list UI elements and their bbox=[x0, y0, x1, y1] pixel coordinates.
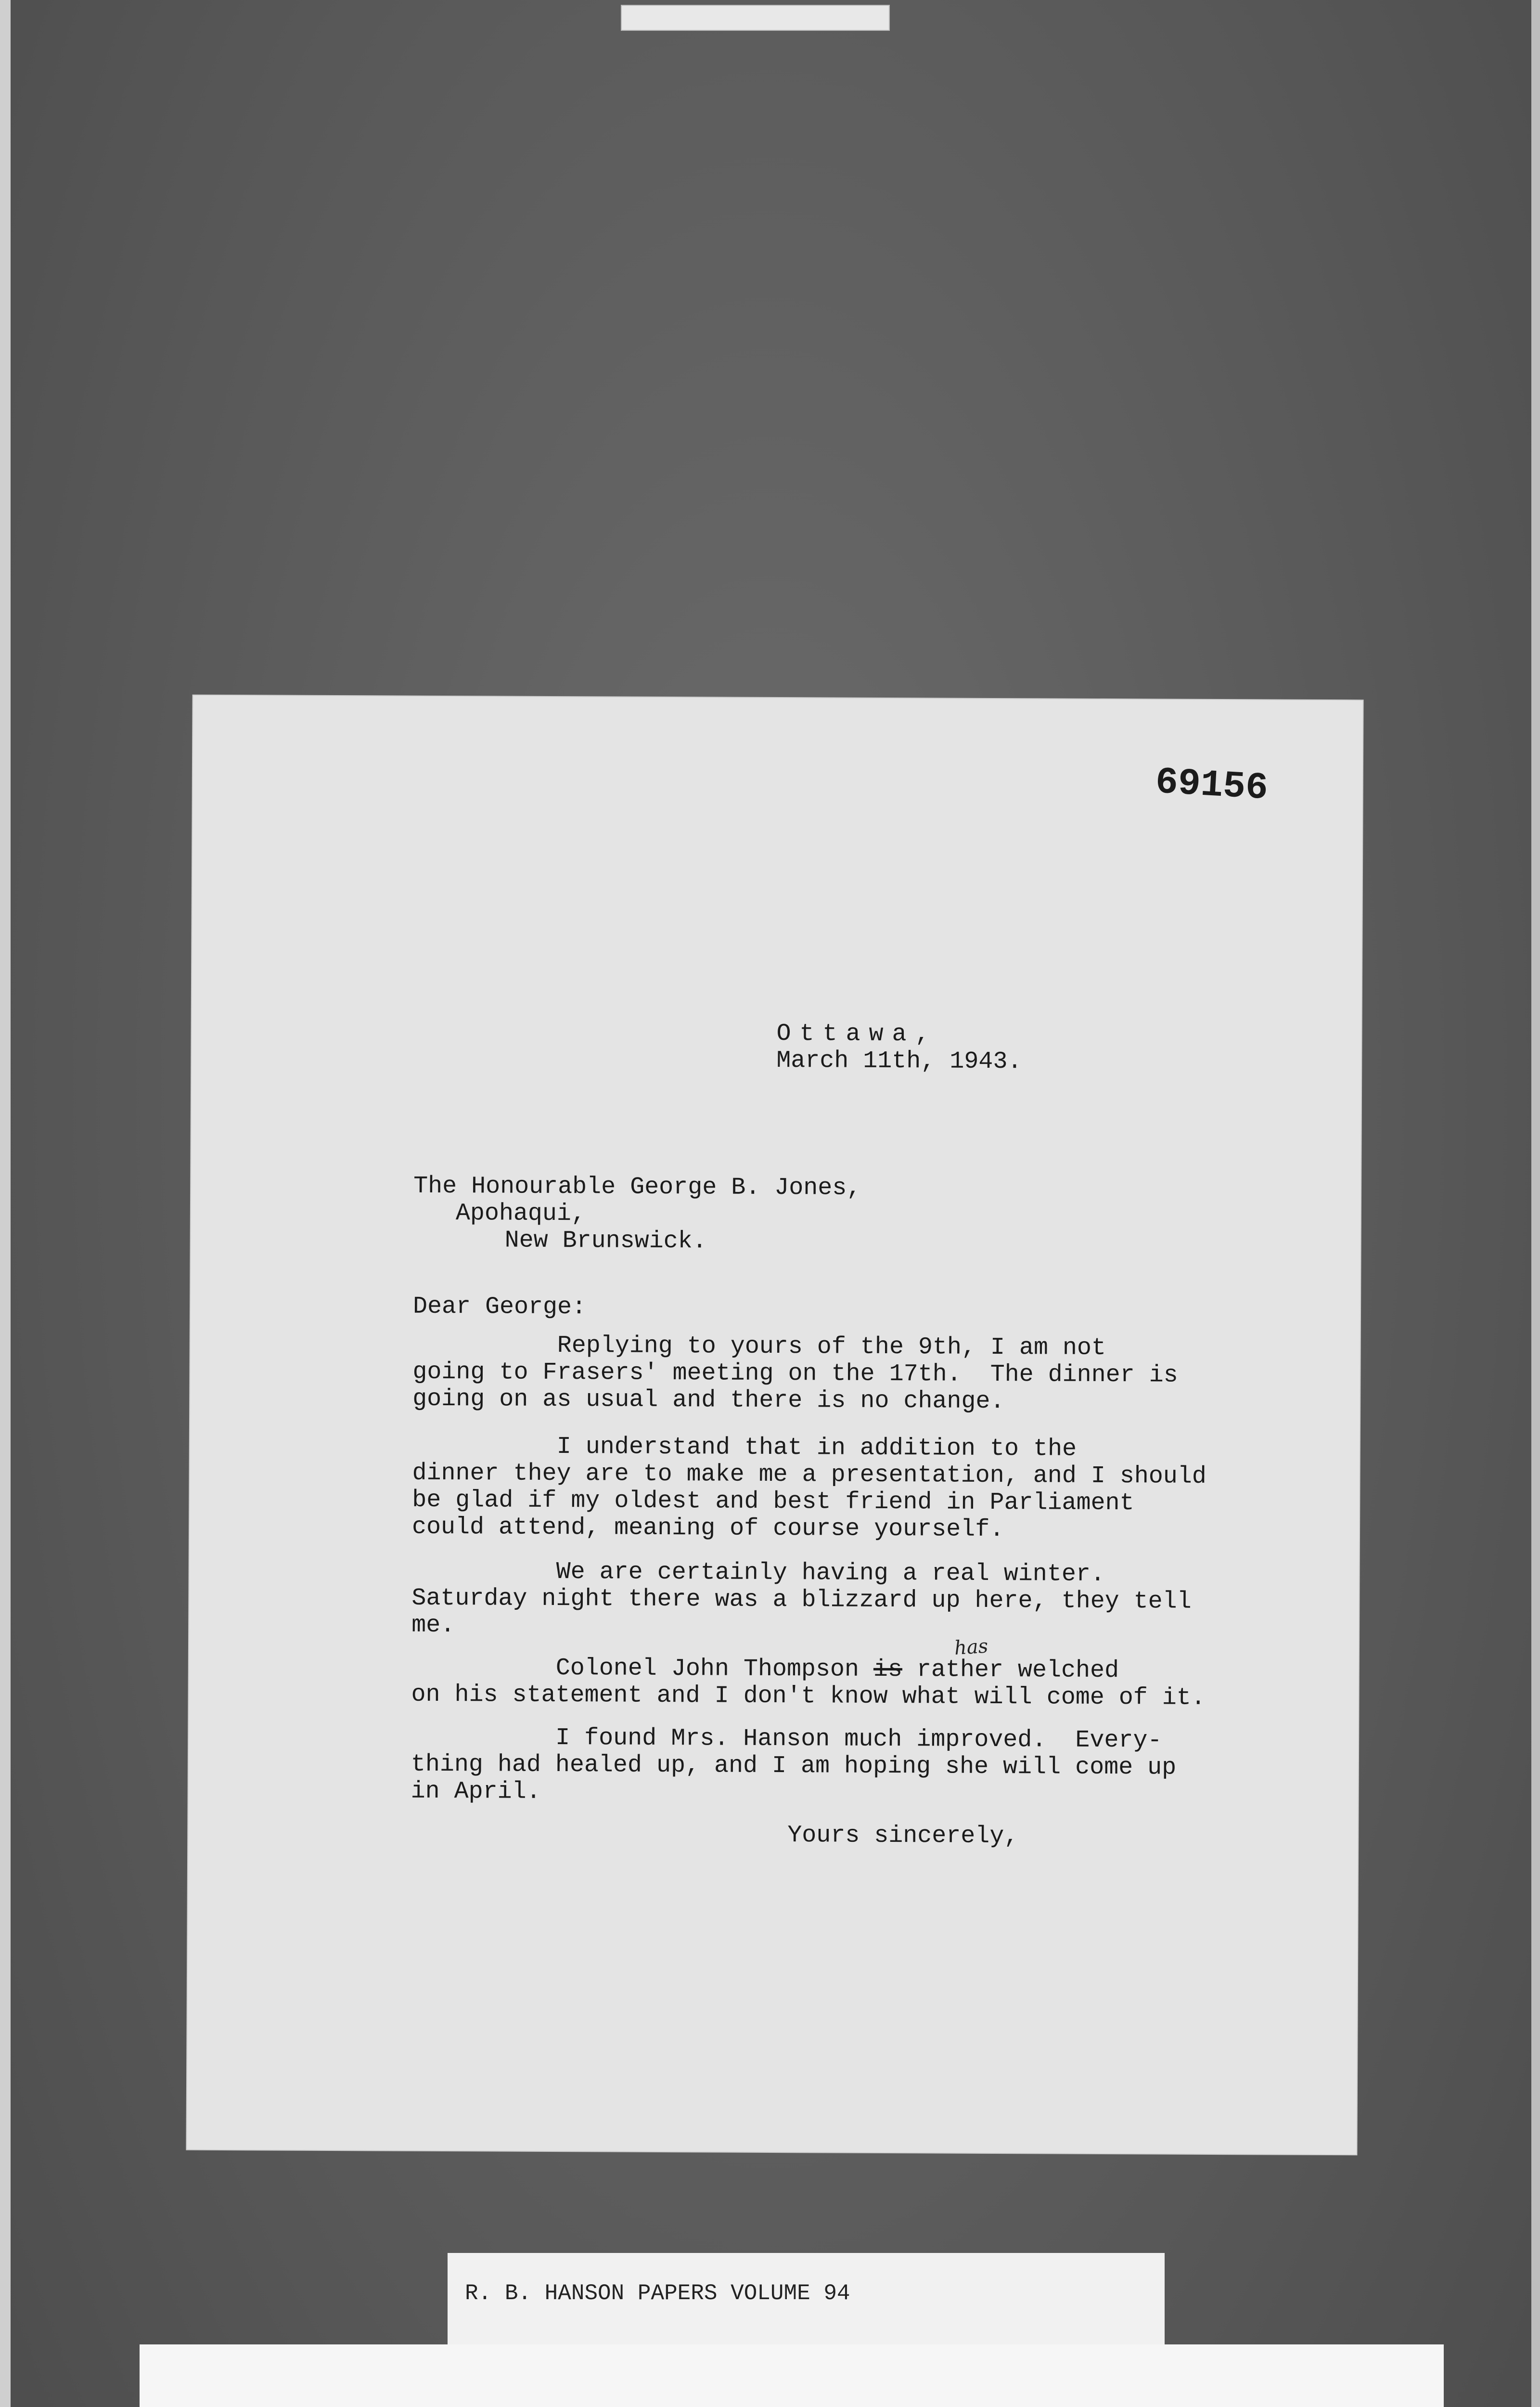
paragraph-1: Replying to yours of the 9th, I am not going to Frasers' meeting on the 17th. The dinner is going on as usual and there is no change. bbox=[412, 1331, 1178, 1416]
paragraph-5: I found Mrs. Hanson much improved. Every- thing had healed up, and I am hoping she will come up in April. bbox=[411, 1723, 1177, 1806]
top-paper-tab bbox=[621, 5, 890, 31]
letter-sheet bbox=[187, 696, 1362, 2155]
volume-label bbox=[448, 2253, 1165, 2347]
document-number: 69156 bbox=[1154, 761, 1270, 810]
paragraph-3: We are certainly having a real winter. Saturday night there was a blizzard up here, they tell me. bbox=[411, 1557, 1192, 1640]
handwritten-correction: has bbox=[953, 1635, 989, 1660]
left-film-edge bbox=[0, 0, 11, 2407]
addressee-line-2: New Brunswick. bbox=[504, 1227, 707, 1255]
paragraph-4-before: Colonel John Thompson bbox=[411, 1654, 874, 1683]
addressee-line-1: Apohaqui, bbox=[455, 1200, 586, 1228]
letter-date: March 11th, 1943. bbox=[776, 1047, 1022, 1076]
struck-word: is bbox=[873, 1656, 903, 1684]
letter-body bbox=[187, 696, 1362, 2155]
addressee-name: The Honourable George B. Jones, bbox=[413, 1172, 861, 1202]
archives-stamp bbox=[140, 2344, 1444, 2407]
paragraph-2: I understand that in addition to the dinner they are to make me a presentation, and I should be glad if my oldest and best friend in Parliament could attend, meaning of course yourself. bbox=[411, 1432, 1206, 1544]
right-film-edge bbox=[1531, 0, 1540, 2407]
paragraph-4-after: rather welched on his statement and I don't know what will come of it. bbox=[411, 1656, 1206, 1712]
closing: Yours sincerely, bbox=[787, 1822, 1019, 1851]
letter-place: Ottawa, bbox=[776, 1020, 938, 1048]
salutation: Dear George: bbox=[412, 1293, 587, 1321]
volume-label-text: R. B. HANSON PAPERS VOLUME 94 bbox=[465, 2281, 850, 2306]
paragraph-4 bbox=[411, 1655, 1239, 1712]
